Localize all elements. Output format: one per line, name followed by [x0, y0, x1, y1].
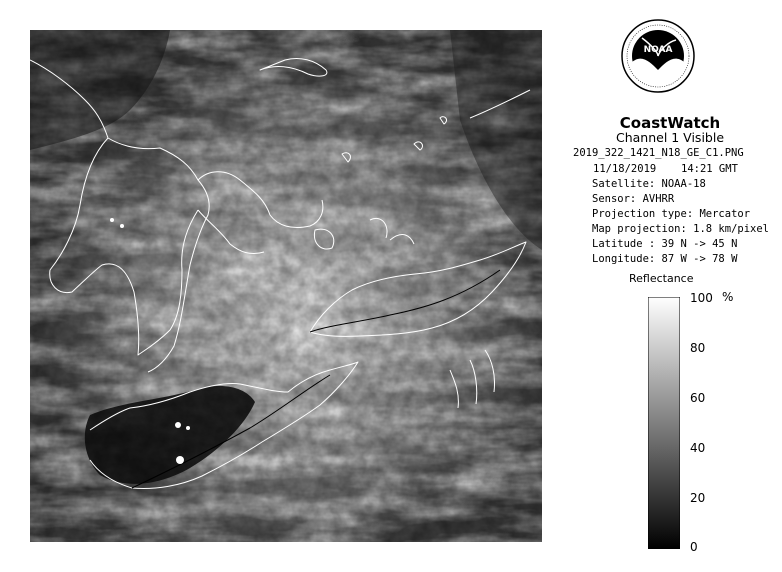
legend-tick-0: 0: [690, 540, 698, 554]
latitude-label: Latitude : 39 N -> 45 N: [592, 238, 738, 250]
legend-tick-40: 40: [690, 441, 706, 455]
legend-tick-20: 20: [690, 491, 706, 505]
filename-label: 2019_322_1421_N18_GE_C1.PNG: [573, 147, 744, 159]
time-label: 14:21 GMT: [681, 163, 738, 175]
legend-title: Reflectance: [629, 272, 694, 285]
noaa-logo-text: NOAA: [643, 45, 673, 55]
channel-subtitle: Channel 1 Visible: [615, 130, 725, 145]
page-title: CoastWatch: [619, 114, 721, 132]
reflectance-color-scale: [648, 297, 680, 549]
legend-tick-100: 100: [690, 291, 713, 305]
longitude-label: Longitude: 87 W -> 78 W: [592, 253, 738, 265]
legend-tick-60: 60: [690, 391, 706, 405]
legend-unit: %: [722, 290, 734, 304]
satellite-label: Satellite: NOAA-18: [592, 178, 706, 190]
legend-tick-80: 80: [690, 341, 706, 355]
projection-type-label: Projection type: Mercator: [592, 208, 751, 220]
sensor-label: Sensor: AVHRR: [592, 193, 675, 205]
map-projection-label: Map projection: 1.8 km/pixel: [592, 223, 770, 235]
noaa-logo: [620, 18, 696, 94]
satellite-image: [30, 30, 542, 542]
date-label: 11/18/2019: [593, 163, 657, 175]
